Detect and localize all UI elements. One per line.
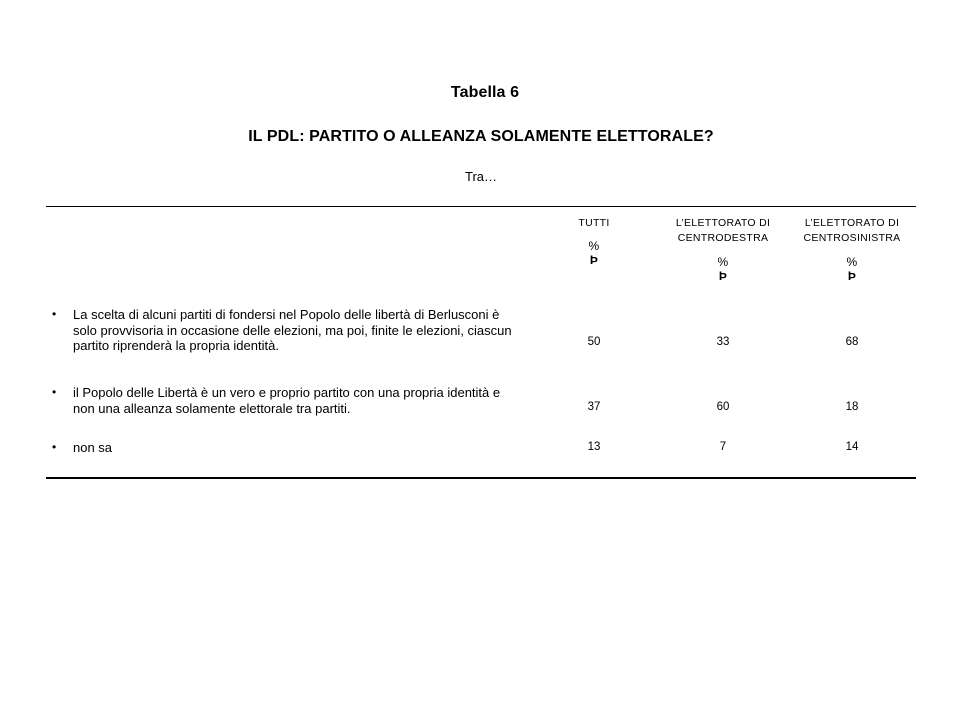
table-row [52, 307, 522, 354]
arrow-icon: Þ [718, 269, 728, 283]
bullet-icon: • [52, 385, 57, 399]
percent-unit: % [717, 255, 729, 269]
cell-tutti: 50 [587, 336, 601, 348]
column-header-label: TUTTI [578, 217, 610, 229]
cell-tutti: 13 [587, 441, 601, 453]
column-header-label-2: CENTROSINISTRA [803, 232, 901, 244]
cell-centrosinistra: 18 [845, 401, 859, 413]
column-header-label: L’ELETTORATO DI [675, 217, 771, 229]
cell-centrosinistra: 68 [845, 336, 859, 348]
bullet-icon: • [52, 307, 57, 321]
cell-tutti: 37 [587, 401, 601, 413]
row-label: il Popolo delle Libertà è un vero e proprio partito con una propria identità e non una alleanza solamente elettorale tra partiti. [73, 385, 501, 416]
percent-unit: % [846, 255, 858, 269]
cell-centrodestra: 33 [716, 336, 730, 348]
percent-unit: % [588, 239, 600, 253]
table-question: IL PDL: PARTITO O ALLEANZA SOLAMENTE ELETTORALE? [248, 128, 714, 145]
bullet-icon: • [52, 440, 57, 454]
table-row [52, 385, 522, 416]
table-top-rule [46, 206, 916, 207]
column-header-label-2: CENTRODESTRA [677, 232, 769, 244]
row-label: La scelta di alcuni partiti di fondersi nel Popolo delle libertà di Berlusconi è solo provvisoria in occasione delle elezioni, ma poi, finite le elezioni, ciascun partito riprenderà la propria identità. [73, 307, 512, 353]
row-label: non sa [73, 440, 113, 455]
cell-centrosinistra: 14 [845, 441, 859, 453]
arrow-icon: Þ [589, 253, 599, 267]
table-intro: Tra… [464, 169, 498, 184]
table-title: Tabella 6 [450, 84, 520, 101]
arrow-icon: Þ [847, 269, 857, 283]
cell-centrodestra: 60 [716, 401, 730, 413]
column-header-tutti [544, 216, 644, 267]
table-bottom-rule [46, 477, 916, 479]
column-header-centrosinistra [788, 216, 916, 283]
cell-centrodestra: 7 [719, 441, 727, 453]
column-header-label: L’ELETTORATO DI [804, 217, 900, 229]
table-row [52, 440, 522, 456]
column-header-centrodestra [660, 216, 786, 283]
